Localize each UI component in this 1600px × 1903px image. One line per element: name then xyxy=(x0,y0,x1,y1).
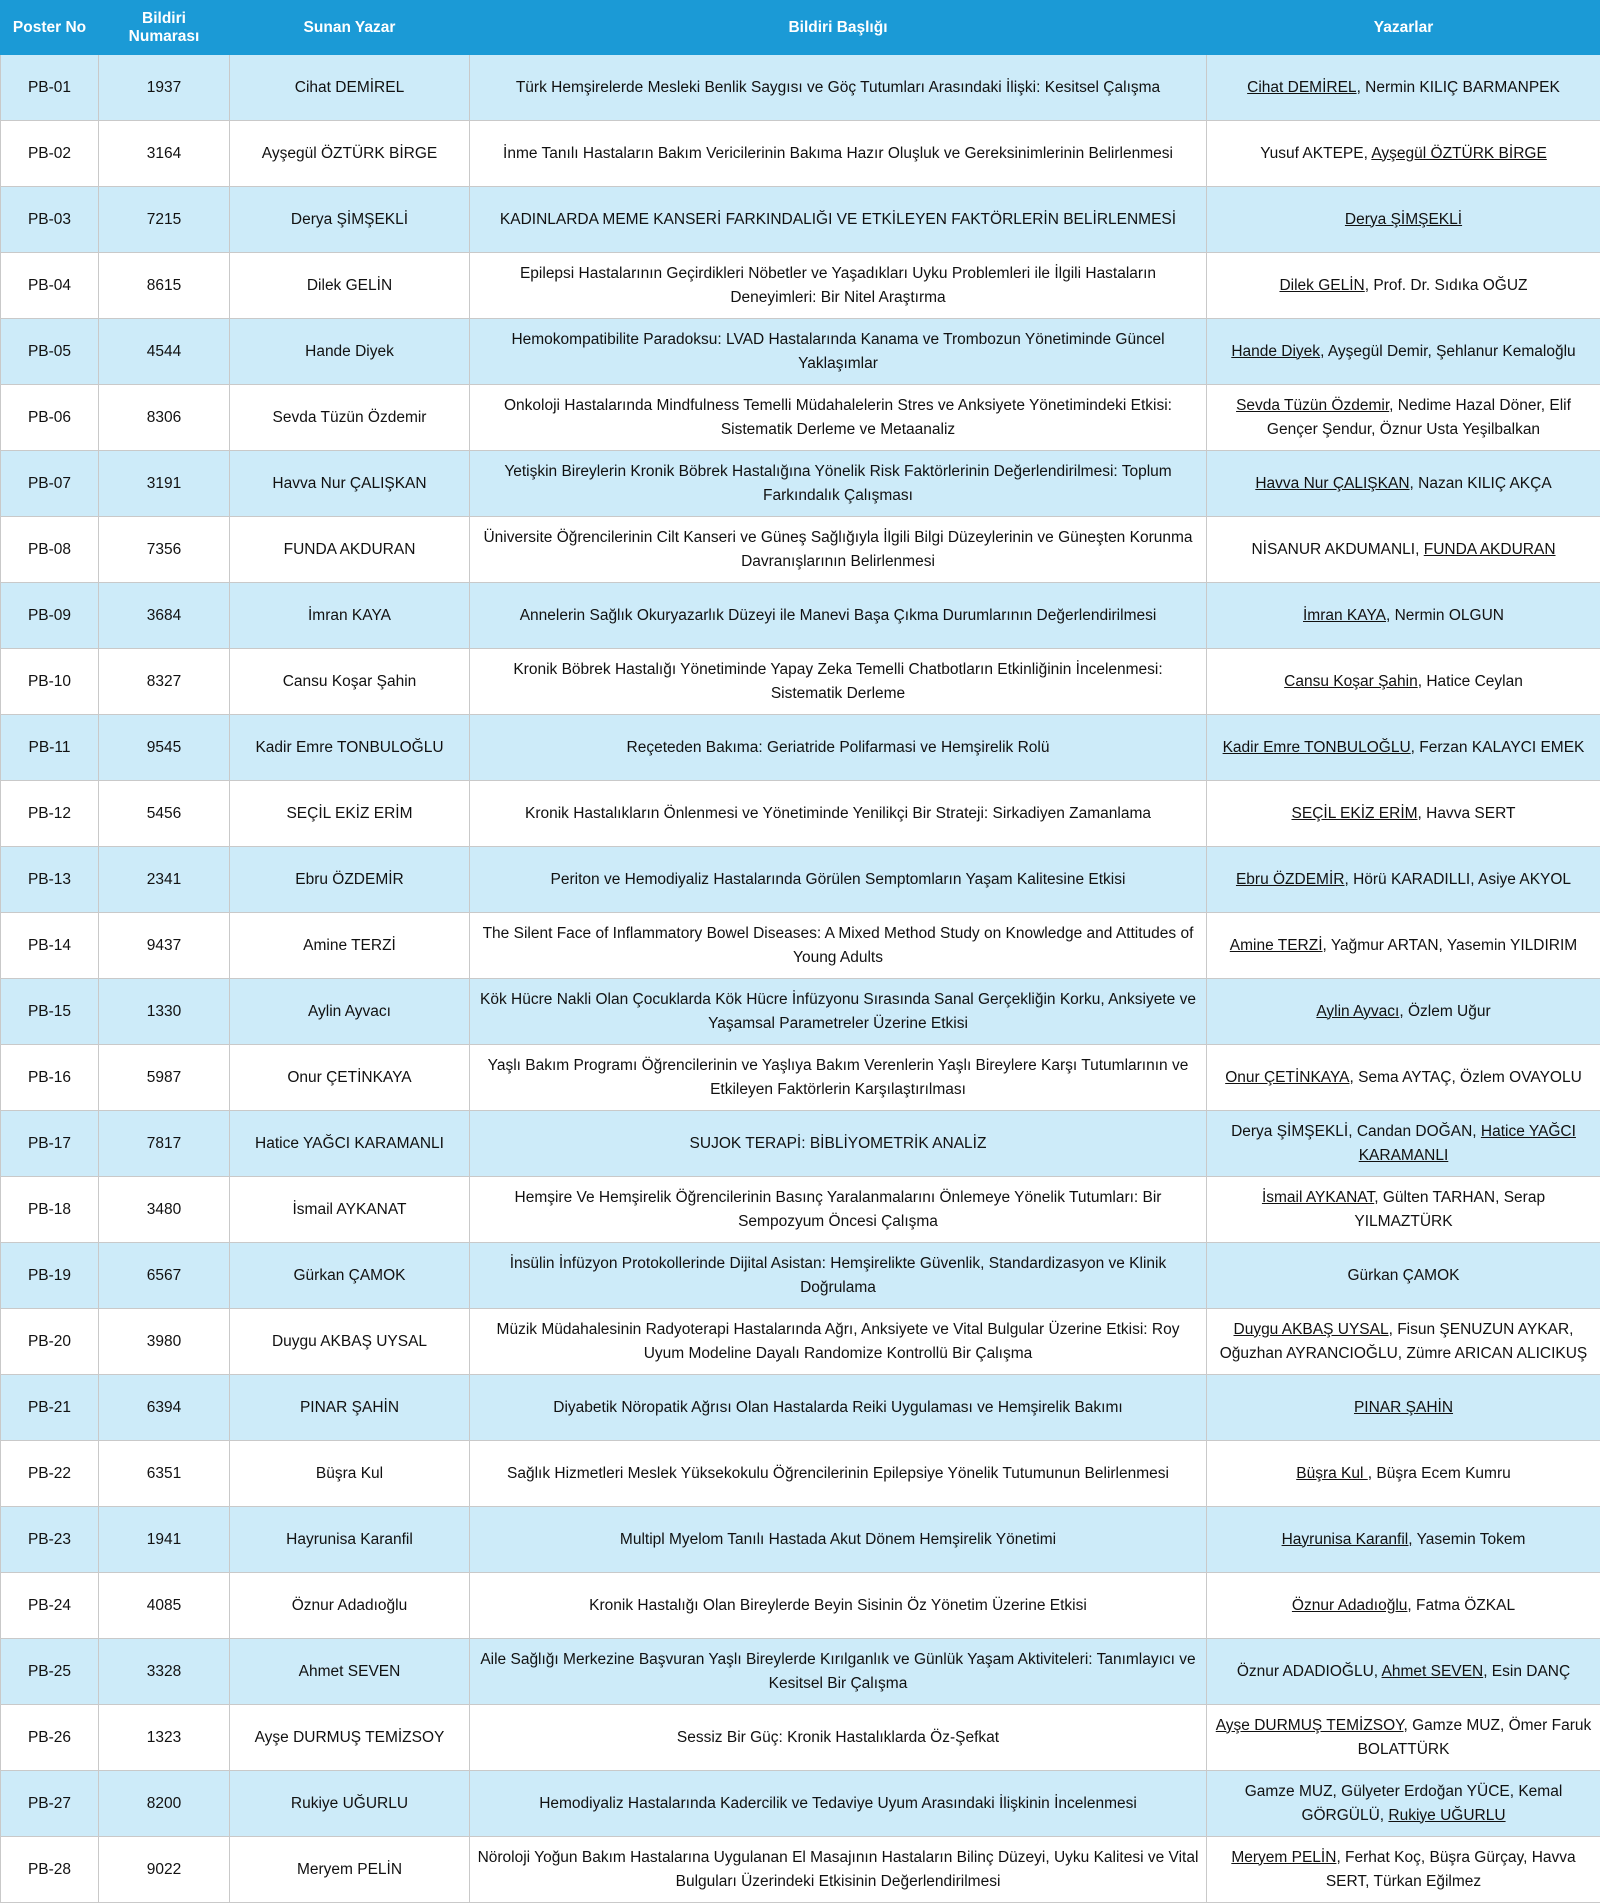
cell-yazarlar xyxy=(1207,1507,1600,1573)
cell-poster-no: PB-20 xyxy=(1,1309,99,1375)
cell-yazarlar xyxy=(1207,1111,1600,1177)
cell-poster-no: PB-10 xyxy=(1,649,99,715)
cell-poster-no: PB-11 xyxy=(1,715,99,781)
cell-bildiri-basligi: Diyabetik Nöropatik Ağrısı Olan Hastalarda Reiki Uygulaması ve Hemşirelik Bakımı xyxy=(470,1375,1207,1441)
cell-sunan-yazar: Cansu Koşar Şahin xyxy=(230,649,470,715)
presenting-author-name: Ebru ÖZDEMİR xyxy=(1235,870,1345,888)
cell-yazarlar xyxy=(1207,715,1600,781)
author-names: , Esin DANÇ xyxy=(1483,1662,1571,1680)
cell-bildiri-basligi: Epilepsi Hastalarının Geçirdikleri Nöbetler ve Yaşadıkları Uyku Problemleri ile İlgili Hastaların Deneyimleri: Bir Nitel Araştırma xyxy=(470,253,1207,319)
cell-poster-no: PB-07 xyxy=(1,451,99,517)
header-yazarlar: Yazarlar xyxy=(1207,1,1600,55)
cell-bildiri-basligi: Üniversite Öğrencilerinin Cilt Kanseri ve Güneş Sağlığıyla İlgili Bilgi Düzeylerinin ve Güneşten Korunma Davranışlarının Belirlenmesi xyxy=(470,517,1207,583)
cell-bildiri-basligi: Multipl Myelom Tanılı Hastada Akut Dönem Hemşirelik Yönetimi xyxy=(470,1507,1207,1573)
cell-bildiri-numarasi: 8306 xyxy=(99,385,230,451)
cell-poster-no: PB-06 xyxy=(1,385,99,451)
author-names: , Sema AYTAÇ, Özlem OVAYOLU xyxy=(1349,1068,1582,1086)
table-body xyxy=(1,55,1600,1903)
header-bildiri-numarasi: Bildiri Numarası xyxy=(99,1,230,55)
presenting-author-name: Duygu AKBAŞ UYSAL xyxy=(1233,1320,1389,1338)
cell-poster-no: PB-24 xyxy=(1,1573,99,1639)
cell-bildiri-basligi: Onkoloji Hastalarında Mindfulness Temelli Müdahalelerin Stres ve Anksiyete Yönetimindeki Etkisi: Sistematik Derleme ve Metaanaliz xyxy=(470,385,1207,451)
cell-bildiri-numarasi: 9545 xyxy=(99,715,230,781)
table-row xyxy=(1,649,1600,715)
presenting-author-name: Meryem PELİN xyxy=(1231,1848,1337,1866)
cell-bildiri-basligi: The Silent Face of Inflammatory Bowel Diseases: A Mixed Method Study on Knowledge and Attitudes of Young Adults xyxy=(470,913,1207,979)
cell-bildiri-basligi: Kök Hücre Nakli Olan Çocuklarda Kök Hücre İnfüzyonu Sırasında Sanal Gerçekliğin Korku, Anksiyete ve Yaşamsal Parametreler Üzerine Etkisi xyxy=(470,979,1207,1045)
table-row xyxy=(1,1639,1600,1705)
cell-bildiri-numarasi: 6567 xyxy=(99,1243,230,1309)
author-names: , Nermin OLGUN xyxy=(1385,606,1504,624)
presenting-author-name: Derya ŞİMŞEKLİ xyxy=(1344,210,1463,228)
cell-poster-no: PB-12 xyxy=(1,781,99,847)
table-row xyxy=(1,1507,1600,1573)
cell-sunan-yazar: Hande Diyek xyxy=(230,319,470,385)
author-names: , Ayşegül Demir, Şehlanur Kemaloğlu xyxy=(1320,342,1576,360)
cell-yazarlar xyxy=(1207,1705,1600,1771)
cell-yazarlar xyxy=(1207,583,1600,649)
author-names: Derya ŞİMŞEKLİ, Candan DOĞAN, xyxy=(1231,1122,1481,1140)
presenting-author-name: İsmail AYKANAT xyxy=(1261,1188,1375,1206)
cell-yazarlar xyxy=(1207,121,1600,187)
cell-bildiri-basligi: Nöroloji Yoğun Bakım Hastalarına Uygulanan El Masajının Hastaların Bilinç Düzeyi, Uyku Kalitesi ve Vital Bulguları Üzerindeki Etkisinin Değerlendirilmesi xyxy=(470,1837,1207,1903)
cell-bildiri-basligi: Türk Hemşirelerde Mesleki Benlik Saygısı ve Göç Tutumları Arasındaki İlişki: Kesitsel Çalışma xyxy=(470,55,1207,121)
cell-yazarlar xyxy=(1207,1639,1600,1705)
cell-sunan-yazar: Ayşe DURMUŞ TEMİZSOY xyxy=(230,1705,470,1771)
author-names: Öznur ADADIOĞLU, xyxy=(1236,1662,1382,1680)
presenting-author-name: Ayşe DURMUŞ TEMİZSOY xyxy=(1215,1716,1404,1734)
cell-bildiri-numarasi: 7817 xyxy=(99,1111,230,1177)
cell-poster-no: PB-28 xyxy=(1,1837,99,1903)
table-row xyxy=(1,319,1600,385)
table-row xyxy=(1,781,1600,847)
cell-poster-no: PB-25 xyxy=(1,1639,99,1705)
cell-poster-no: PB-22 xyxy=(1,1441,99,1507)
table-row xyxy=(1,1111,1600,1177)
cell-bildiri-numarasi: 3684 xyxy=(99,583,230,649)
cell-sunan-yazar: Meryem PELİN xyxy=(230,1837,470,1903)
cell-bildiri-numarasi: 6394 xyxy=(99,1375,230,1441)
cell-poster-no: PB-05 xyxy=(1,319,99,385)
cell-poster-no: PB-19 xyxy=(1,1243,99,1309)
cell-poster-no: PB-01 xyxy=(1,55,99,121)
cell-bildiri-numarasi: 3328 xyxy=(99,1639,230,1705)
cell-bildiri-numarasi: 3480 xyxy=(99,1177,230,1243)
cell-bildiri-basligi: Sessiz Bir Güç: Kronik Hastalıklarda Öz-Şefkat xyxy=(470,1705,1207,1771)
presenting-author-name: Sevda Tüzün Özdemir xyxy=(1236,396,1390,414)
author-names: , Büşra Ecem Kumru xyxy=(1367,1464,1511,1482)
cell-yazarlar xyxy=(1207,451,1600,517)
header-sunan-yazar: Sunan Yazar xyxy=(230,1,470,55)
cell-bildiri-basligi: Kronik Hastalıkların Önlenmesi ve Yönetiminde Yenilikçi Bir Strateji: Sirkadiyen Zamanlama xyxy=(470,781,1207,847)
cell-sunan-yazar: Büşra Kul xyxy=(230,1441,470,1507)
table-row xyxy=(1,1375,1600,1441)
cell-yazarlar xyxy=(1207,517,1600,583)
cell-sunan-yazar: İmran KAYA xyxy=(230,583,470,649)
header-row xyxy=(1,1,1600,55)
cell-bildiri-basligi: İnsülin İnfüzyon Protokollerinde Dijital Asistan: Hemşirelikte Güvenlik, Standardizasyon ve Klinik Doğrulama xyxy=(470,1243,1207,1309)
table-row xyxy=(1,1441,1600,1507)
presenting-author-name: Öznur Adadıoğlu xyxy=(1291,1596,1408,1614)
header-bildiri-basligi: Bildiri Başlığı xyxy=(470,1,1207,55)
table-row xyxy=(1,1309,1600,1375)
cell-bildiri-numarasi: 8200 xyxy=(99,1771,230,1837)
cell-bildiri-basligi: Yaşlı Bakım Programı Öğrencilerinin ve Yaşlıya Bakım Verenlerin Yaşlı Bireylere Karşı Tutumlarının ve Etkileyen Faktörlerin Karşılaştırılması xyxy=(470,1045,1207,1111)
presenting-author-name: İmran KAYA xyxy=(1303,606,1386,624)
header-poster-no: Poster No xyxy=(1,1,99,55)
cell-poster-no: PB-21 xyxy=(1,1375,99,1441)
table-row xyxy=(1,1705,1600,1771)
cell-bildiri-numarasi: 8327 xyxy=(99,649,230,715)
cell-bildiri-numarasi: 7215 xyxy=(99,187,230,253)
cell-bildiri-basligi: Kronik Hastalığı Olan Bireylerde Beyin Sisinin Öz Yönetim Üzerine Etkisi xyxy=(470,1573,1207,1639)
cell-sunan-yazar: FUNDA AKDURAN xyxy=(230,517,470,583)
cell-bildiri-numarasi: 3164 xyxy=(99,121,230,187)
cell-poster-no: PB-04 xyxy=(1,253,99,319)
presenting-author-name: Hatice YAĞCI KARAMANLI xyxy=(1358,1122,1576,1164)
cell-bildiri-basligi: Hemşire Ve Hemşirelik Öğrencilerinin Basınç Yaralanmalarını Önlemeye Yönelik Tutumları: Bir Sempozyum Öncesi Çalışma xyxy=(470,1177,1207,1243)
table-row xyxy=(1,715,1600,781)
cell-yazarlar xyxy=(1207,847,1600,913)
presenting-author-name: Cihat DEMİREL xyxy=(1247,78,1357,96)
table-row xyxy=(1,1771,1600,1837)
author-names: , Özlem Uğur xyxy=(1399,1002,1491,1020)
cell-sunan-yazar: Duygu AKBAŞ UYSAL xyxy=(230,1309,470,1375)
author-names: Nazan KILIÇ AKÇA xyxy=(1413,474,1552,492)
cell-sunan-yazar: Ayşegül ÖZTÜRK BİRGE xyxy=(230,121,470,187)
presenting-author-name: Ahmet SEVEN xyxy=(1381,1662,1484,1680)
cell-sunan-yazar: Onur ÇETİNKAYA xyxy=(230,1045,470,1111)
author-names: Yasemin Tokem xyxy=(1412,1530,1526,1548)
cell-yazarlar xyxy=(1207,1045,1600,1111)
cell-sunan-yazar: Öznur Adadıoğlu xyxy=(230,1573,470,1639)
table-row xyxy=(1,583,1600,649)
cell-poster-no: PB-02 xyxy=(1,121,99,187)
cell-bildiri-numarasi: 4085 xyxy=(99,1573,230,1639)
table-row xyxy=(1,451,1600,517)
table-row xyxy=(1,1243,1600,1309)
cell-sunan-yazar: Cihat DEMİREL xyxy=(230,55,470,121)
cell-bildiri-numarasi: 3191 xyxy=(99,451,230,517)
table-row xyxy=(1,979,1600,1045)
cell-sunan-yazar: İsmail AYKANAT xyxy=(230,1177,470,1243)
cell-yazarlar xyxy=(1207,385,1600,451)
cell-sunan-yazar: Derya ŞİMŞEKLİ xyxy=(230,187,470,253)
table-row xyxy=(1,253,1600,319)
author-names: Gamze MUZ, Gülyeter Erdoğan YÜCE, Kemal GÖRGÜLÜ, xyxy=(1244,1782,1563,1824)
presenting-author-name: Hande Diyek xyxy=(1231,342,1321,360)
table-row xyxy=(1,121,1600,187)
presenting-author-name: FUNDA AKDURAN xyxy=(1423,540,1556,558)
cell-bildiri-basligi: Hemokompatibilite Paradoksu: LVAD Hastalarında Kanama ve Trombozun Yönetiminde Güncel Yaklaşımlar xyxy=(470,319,1207,385)
author-names: NİSANUR AKDUMANLI, xyxy=(1251,540,1424,558)
cell-sunan-yazar: Hatice YAĞCI KARAMANLI xyxy=(230,1111,470,1177)
author-names: Gürkan ÇAMOK xyxy=(1347,1266,1460,1284)
cell-sunan-yazar: Dilek GELİN xyxy=(230,253,470,319)
cell-bildiri-numarasi: 1937 xyxy=(99,55,230,121)
cell-yazarlar xyxy=(1207,913,1600,979)
table-row xyxy=(1,1573,1600,1639)
cell-bildiri-basligi: KADINLARDA MEME KANSERİ FARKINDALIĞI VE ETKİLEYEN FAKTÖRLERİN BELİRLENMESİ xyxy=(470,187,1207,253)
cell-bildiri-numarasi: 1323 xyxy=(99,1705,230,1771)
table-row xyxy=(1,847,1600,913)
cell-yazarlar xyxy=(1207,979,1600,1045)
author-names: Yusuf AKTEPE, xyxy=(1260,144,1372,162)
cell-bildiri-numarasi: 1941 xyxy=(99,1507,230,1573)
presenting-author-name: Aylin Ayvacı xyxy=(1316,1002,1400,1020)
cell-bildiri-numarasi: 9022 xyxy=(99,1837,230,1903)
cell-poster-no: PB-13 xyxy=(1,847,99,913)
cell-yazarlar xyxy=(1207,649,1600,715)
cell-yazarlar xyxy=(1207,1441,1600,1507)
cell-poster-no: PB-16 xyxy=(1,1045,99,1111)
cell-poster-no: PB-14 xyxy=(1,913,99,979)
cell-yazarlar xyxy=(1207,55,1600,121)
cell-bildiri-basligi: Periton ve Hemodiyaliz Hastalarında Görülen Semptomların Yaşam Kalitesine Etkisi xyxy=(470,847,1207,913)
table-row xyxy=(1,55,1600,121)
cell-poster-no: PB-17 xyxy=(1,1111,99,1177)
cell-sunan-yazar: Havva Nur ÇALIŞKAN xyxy=(230,451,470,517)
author-names: , Fatma ÖZKAL xyxy=(1407,1596,1516,1614)
author-names: , Gülten TARHAN, Serap YILMAZTÜRK xyxy=(1354,1188,1546,1230)
cell-sunan-yazar: Aylin Ayvacı xyxy=(230,979,470,1045)
cell-yazarlar xyxy=(1207,1177,1600,1243)
cell-bildiri-basligi: SUJOK TERAPİ: BİBLİYOMETRİK ANALİZ xyxy=(470,1111,1207,1177)
author-names: , Ferhat Koç, Büşra Gürçay, Havva SERT, Türkan Eğilmez xyxy=(1325,1848,1576,1890)
presenting-author-name: PINAR ŞAHİN xyxy=(1353,1398,1454,1416)
table-row xyxy=(1,1045,1600,1111)
presenting-author-name: Hayrunisa Karanfil, xyxy=(1281,1530,1413,1548)
cell-bildiri-numarasi: 6351 xyxy=(99,1441,230,1507)
cell-yazarlar xyxy=(1207,1771,1600,1837)
cell-yazarlar xyxy=(1207,319,1600,385)
cell-sunan-yazar: Sevda Tüzün Özdemir xyxy=(230,385,470,451)
author-names: , Gamze MUZ, Ömer Faruk BOLATTÜRK xyxy=(1357,1716,1592,1758)
cell-poster-no: PB-23 xyxy=(1,1507,99,1573)
cell-bildiri-basligi: Kronik Böbrek Hastalığı Yönetiminde Yapay Zeka Temelli Chatbotların Etkinliğinin İncelenmesi: Sistematik Derleme xyxy=(470,649,1207,715)
cell-sunan-yazar: Kadir Emre TONBULOĞLU xyxy=(230,715,470,781)
presenting-author-name: Büşra Kul xyxy=(1296,1464,1368,1482)
author-names: , Fisun ŞENUZUN AYKAR, Oğuzhan AYRANCIOĞLU, Zümre ARICAN ALICIKUŞ xyxy=(1219,1320,1588,1362)
presenting-author-name: Ayşegül ÖZTÜRK BİRGE xyxy=(1371,144,1547,162)
cell-bildiri-numarasi: 3980 xyxy=(99,1309,230,1375)
presenting-author-name: Cansu Koşar Şahin xyxy=(1284,672,1418,690)
cell-poster-no: PB-26 xyxy=(1,1705,99,1771)
cell-bildiri-numarasi: 8615 xyxy=(99,253,230,319)
cell-bildiri-numarasi: 5987 xyxy=(99,1045,230,1111)
cell-bildiri-numarasi: 9437 xyxy=(99,913,230,979)
cell-yazarlar xyxy=(1207,1243,1600,1309)
author-names: , Yağmur ARTAN, Yasemin YILDIRIM xyxy=(1322,936,1578,954)
presenting-author-name: Kadir Emre TONBULOĞLU xyxy=(1222,738,1411,756)
cell-bildiri-numarasi: 7356 xyxy=(99,517,230,583)
cell-bildiri-numarasi: 5456 xyxy=(99,781,230,847)
cell-yazarlar xyxy=(1207,253,1600,319)
cell-sunan-yazar: SEÇİL EKİZ ERİM xyxy=(230,781,470,847)
cell-sunan-yazar: Ebru ÖZDEMİR xyxy=(230,847,470,913)
cell-yazarlar xyxy=(1207,1837,1600,1903)
cell-sunan-yazar: Gürkan ÇAMOK xyxy=(230,1243,470,1309)
presenting-author-name: Amine TERZİ xyxy=(1229,936,1323,954)
cell-bildiri-numarasi: 4544 xyxy=(99,319,230,385)
cell-sunan-yazar: Ahmet SEVEN xyxy=(230,1639,470,1705)
cell-poster-no: PB-15 xyxy=(1,979,99,1045)
table-row xyxy=(1,1177,1600,1243)
presenting-author-name: Havva Nur ÇALIŞKAN, xyxy=(1255,474,1414,492)
cell-bildiri-basligi: Yetişkin Bireylerin Kronik Böbrek Hastalığına Yönelik Risk Faktörlerinin Değerlendirilmesi: Toplum Farkındalık Çalışması xyxy=(470,451,1207,517)
table-row xyxy=(1,187,1600,253)
table-row xyxy=(1,1837,1600,1903)
cell-bildiri-basligi: Aile Sağlığı Merkezine Başvuran Yaşlı Bireylerde Kırılganlık ve Günlük Yaşam Aktiviteleri: Tanımlayıcı ve Kesitsel Bir Çalışma xyxy=(470,1639,1207,1705)
cell-bildiri-basligi: Reçeteden Bakıma: Geriatride Polifarmasi ve Hemşirelik Rolü xyxy=(470,715,1207,781)
cell-sunan-yazar: Amine TERZİ xyxy=(230,913,470,979)
cell-poster-no: PB-03 xyxy=(1,187,99,253)
cell-bildiri-basligi: Hemodiyaliz Hastalarında Kadercilik ve Tedaviye Uyum Arasındaki İlişkinin İncelenmesi xyxy=(470,1771,1207,1837)
author-names: , Hörü KARADILLI, Asiye AKYOL xyxy=(1344,870,1572,888)
cell-sunan-yazar: Hayrunisa Karanfil xyxy=(230,1507,470,1573)
cell-bildiri-numarasi: 2341 xyxy=(99,847,230,913)
cell-yazarlar xyxy=(1207,187,1600,253)
cell-bildiri-numarasi: 1330 xyxy=(99,979,230,1045)
author-names: , Hatice Ceylan xyxy=(1417,672,1523,690)
cell-bildiri-basligi: Annelerin Sağlık Okuryazarlık Düzeyi ile Manevi Başa Çıkma Durumlarının Değerlendirilmesi xyxy=(470,583,1207,649)
author-names: , Ferzan KALAYCI EMEK xyxy=(1410,738,1585,756)
cell-bildiri-basligi: İnme Tanılı Hastaların Bakım Vericilerinin Bakıma Hazır Oluşluk ve Gereksinimlerinin Belirlenmesi xyxy=(470,121,1207,187)
cell-sunan-yazar: PINAR ŞAHİN xyxy=(230,1375,470,1441)
cell-yazarlar xyxy=(1207,781,1600,847)
author-names: , Nermin KILIÇ BARMANPEK xyxy=(1356,78,1560,96)
cell-yazarlar xyxy=(1207,1573,1600,1639)
cell-sunan-yazar: Rukiye UĞURLU xyxy=(230,1771,470,1837)
presenting-author-name: SEÇİL EKİZ ERİM, xyxy=(1291,804,1422,822)
cell-yazarlar xyxy=(1207,1309,1600,1375)
presenting-author-name: Onur ÇETİNKAYA xyxy=(1225,1068,1350,1086)
table-row xyxy=(1,913,1600,979)
cell-poster-no: PB-09 xyxy=(1,583,99,649)
presenting-author-name: Rukiye UĞURLU xyxy=(1388,1806,1506,1824)
cell-bildiri-basligi: Müzik Müdahalesinin Radyoterapi Hastalarında Ağrı, Anksiyete ve Vital Bulgular Üzerine Etkisi: Roy Uyum Modeline Dayalı Randomize Kontrollü Bir Çalışma xyxy=(470,1309,1207,1375)
table-row xyxy=(1,517,1600,583)
cell-yazarlar xyxy=(1207,1375,1600,1441)
cell-bildiri-basligi: Sağlık Hizmetleri Meslek Yüksekokulu Öğrencilerinin Epilepsiye Yönelik Tutumunun Belirlenmesi xyxy=(470,1441,1207,1507)
table-row xyxy=(1,385,1600,451)
author-names: Havva SERT xyxy=(1421,804,1516,822)
author-names: , Prof. Dr. Sıdıka OĞUZ xyxy=(1364,276,1528,294)
cell-poster-no: PB-08 xyxy=(1,517,99,583)
author-names: , Nedime Hazal Döner, Elif Gençer Şendur, Öznur Usta Yeşilbalkan xyxy=(1266,396,1571,438)
presenting-author-name: Dilek GELİN xyxy=(1279,276,1365,294)
cell-poster-no: PB-27 xyxy=(1,1771,99,1837)
cell-poster-no: PB-18 xyxy=(1,1177,99,1243)
